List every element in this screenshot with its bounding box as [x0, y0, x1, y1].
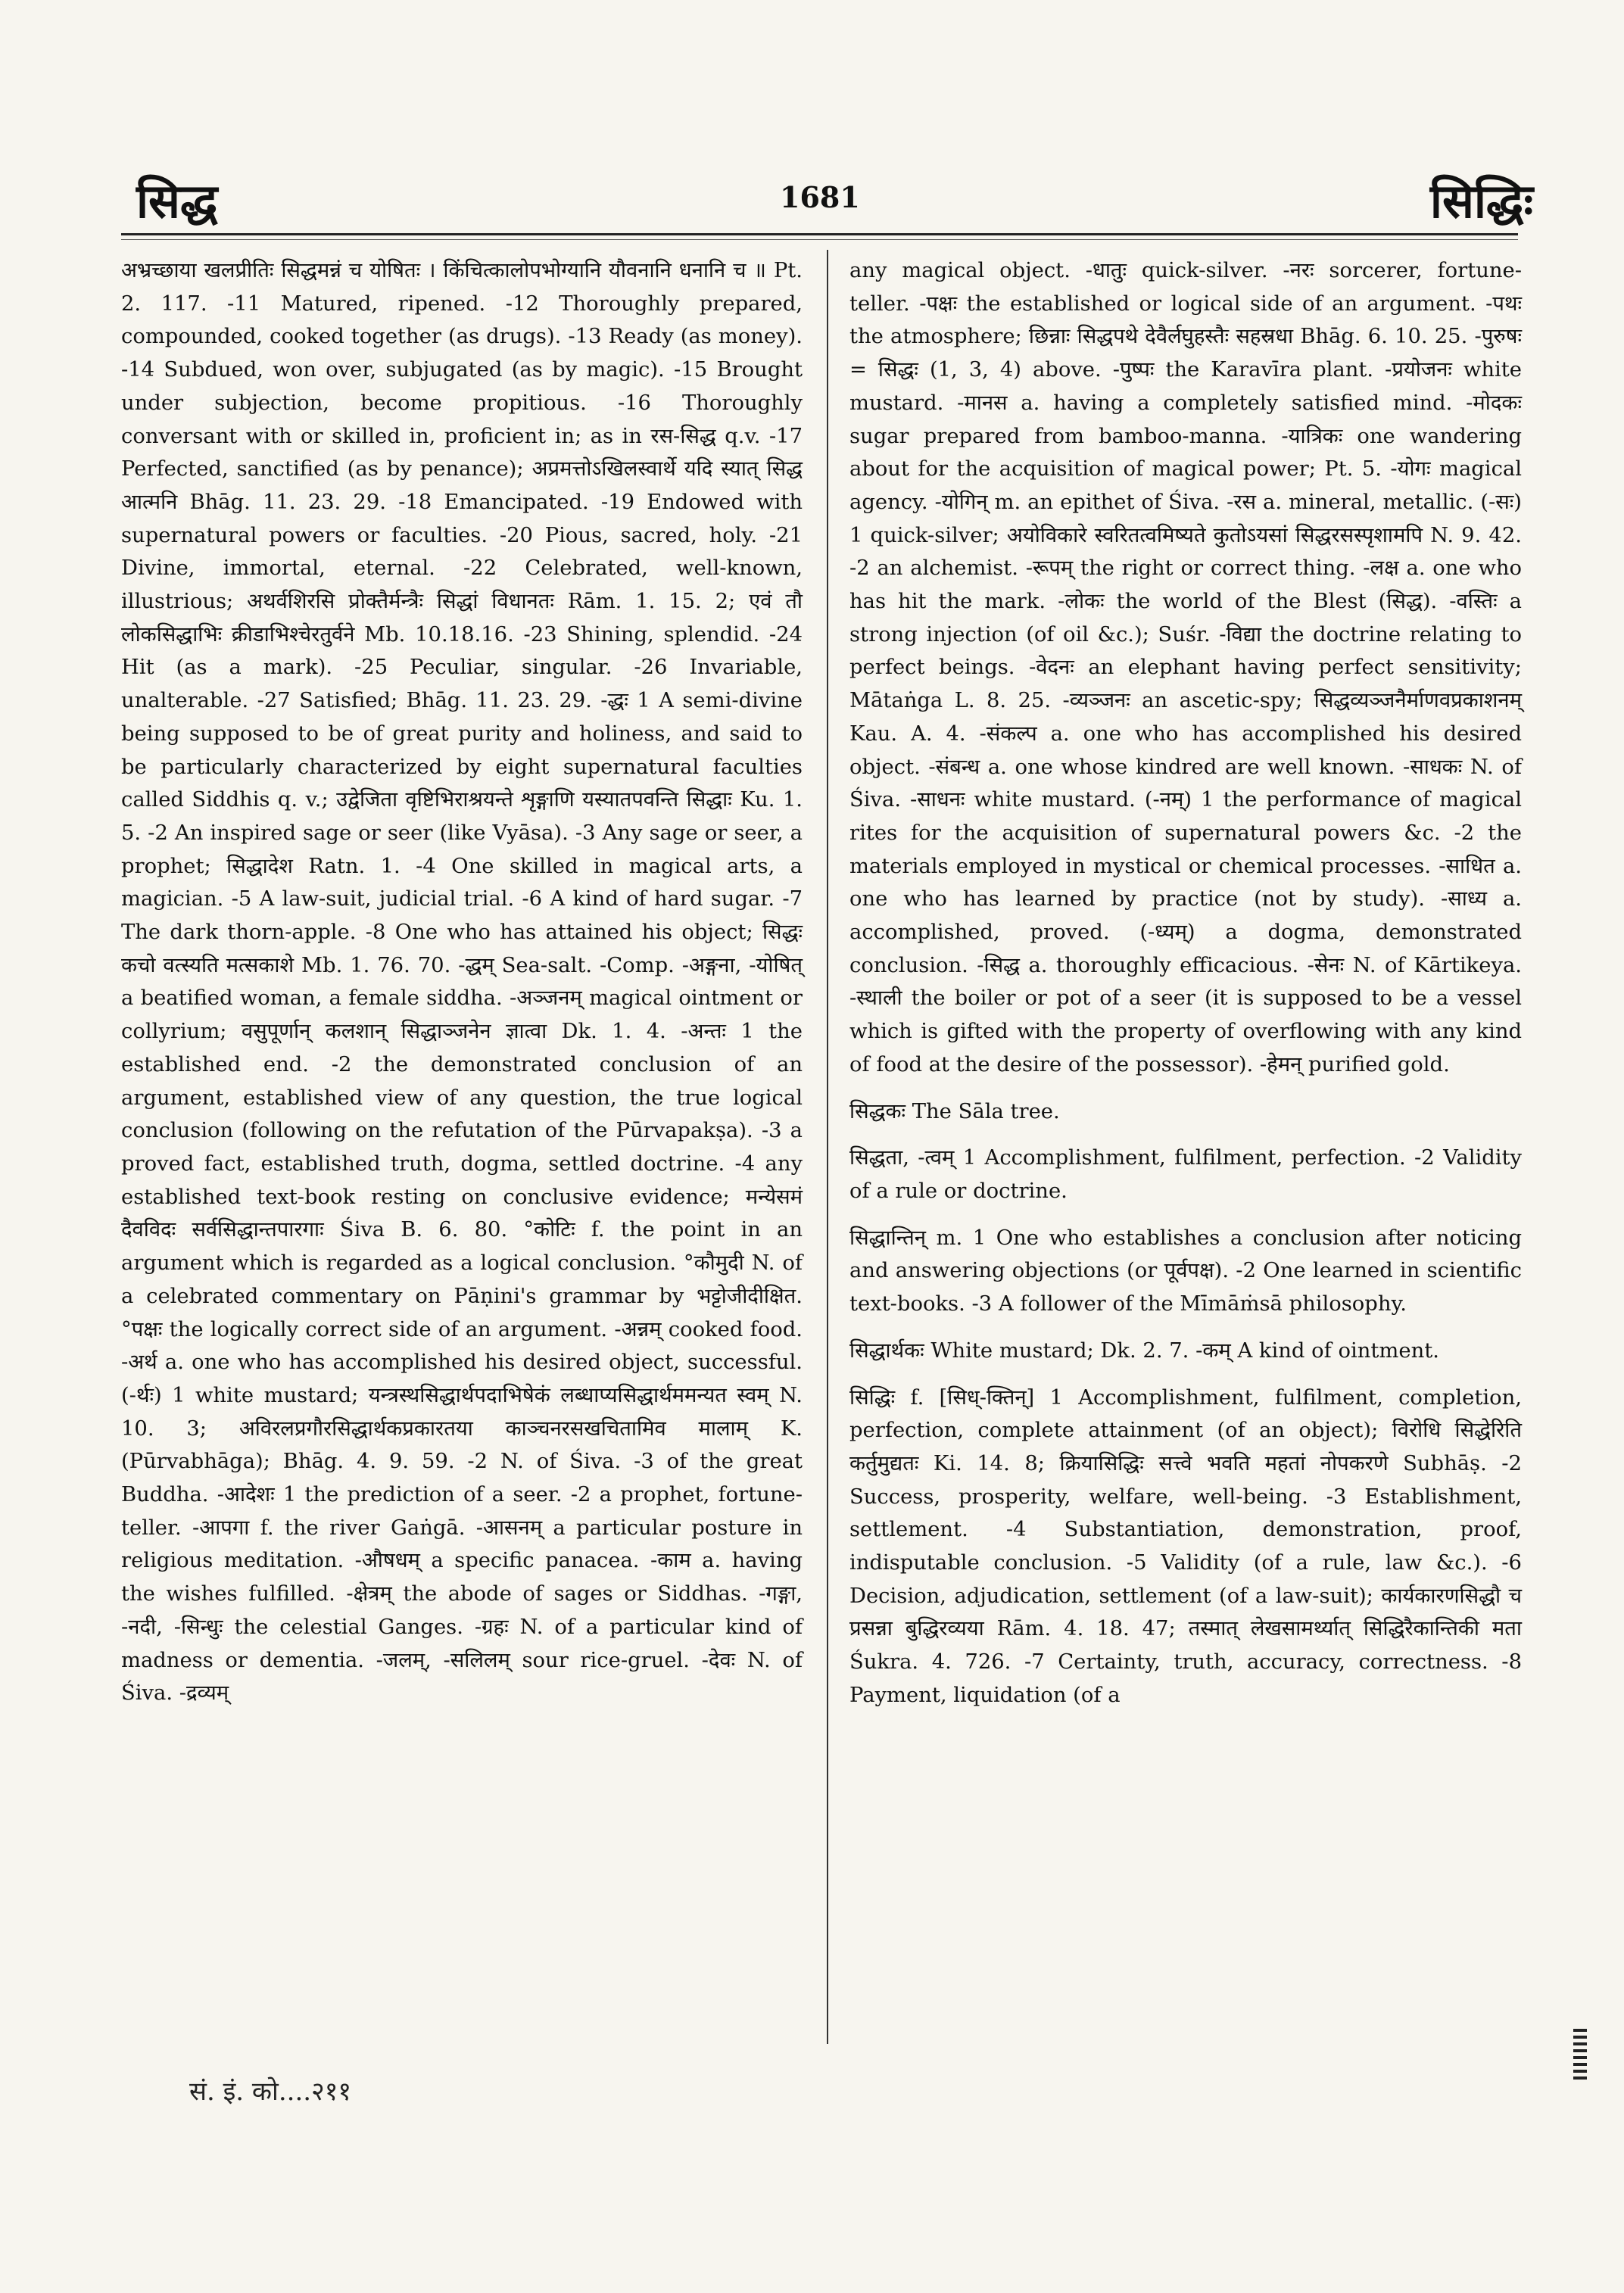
header-left-word: सिद्ध — [136, 173, 218, 229]
header-rule — [121, 233, 1518, 235]
header-rule-thin — [121, 239, 1518, 240]
entry-siddhih: सिद्धिः f. [सिध्-क्तिन्] 1 Accomplishment, fulfilment, completion, perfection, complete attainment (of an object); विरोधि सिद्धेरिति कर्तुमुद्यतः Ki. 14. 8; क्रियासिद्धिः सत्त्वे भवति महतां नोपकरणे Subhāṣ. -2 Success, prosperity, welfare, well-being. -3 Establishment, settlement. -4 Substantiation, demonstration, proof, indisputable conclusion. -5 Validity (of a rule, law &c.). -6 Decision, adjudication, settlement (of a law-suit); कार्यकारणसिद्धौ च प्रसन्ना बुद्धिरव्यया Rām. 4. 18. 47; तस्मात् लेखसामर्थ्यात् सिद्धिरैकान्तिकी मता Śukra. 4. 726. -7 Certainty, truth, accuracy, correctness. -8 Payment, liquidation (of a — [849, 1385, 1522, 1707]
entry-siddhakah: सिद्धकः The Sāla tree. — [849, 1099, 1060, 1123]
left-column-text: अभ्रच्छाया खलप्रीतिः सिद्धमन्नं च योषितः । किंचित्कालोपभोग्यानि यौवनानि धनानि च ॥ Pt. 2. 117. -11 Matured, ripened. -12 Thoroughly prepared, compounded, cooked together (as drugs). -13 Ready (as money). -14 Subdued, won over, subjugated (as by magic). -15 Brought under subjection, become propitious. -16 Thoroughly conversant with or skilled in, proficient in; as in रस-सिद्ध q.v. -17 Perfected, sanctified (as by penance); अप्रमत्तोऽखिलस्वार्थे यदि स्यात् सिद्ध आत्मनि Bhāg. 11. 23. 29. -18 Emancipated. -19 Endowed with supernatural powers or faculties. -20 Pious, sacred, holy. -21 Divine, immortal, eternal. -22 Celebrated, well-known, illustrious; अथर्वशिरसि प्रोक्तैर्मन्त्रैः सिद्धां विधानतः Rām. 1. 15. 2; एवं तौ लोकसिद्धाभिः क्रीडाभिश्चेरतुर्वने Mb. 10.18.16. -23 Shining, splendid. -24 Hit (as a mark). -25 Peculiar, singular. -26 Invariable, unalterable. -27 Satisfied; Bhāg. 11. 23. 29. -द्धः 1 A semi-divine being supposed to be of great purity and holiness, and said to be particularly characterized by eight supernatural faculties called Siddhis q. v.; उद्वेजिता वृष्टिभिराश्रयन्ते शृङ्गाणि यस्यातपवन्ति सिद्धाः Ku. 1. 5. -2 An inspired sage or seer (like Vyāsa). -3 Any sage or seer, a prophet; सिद्धादेश Ratn. 1. -4 One skilled in magical arts, a magician. -5 A law-suit, judicial trial. -6 A kind of hard sugar. -7 The dark thorn-apple. -8 One who has attained his object; सिद्धः कचो वत्स्यति मत्सकाशे Mb. 1. 76. 70. -द्धम् Sea-salt. -Comp. -अङ्गना, -योषित् a beatified woman, a female siddha. -अञ्जनम् magical ointment or collyrium; वसुपूर्णान् कलशान् सिद्धाञ्जनेन ज्ञात्वा Dk. 1. 4. -अन्तः 1 the established end. -2 the demonstrated conclusion of an argument, established view of any question, the true logical conclusion (following on the refutation of the Pūrvapakṣa). -3 a proved fact, established truth, dogma, settled doctrine. -4 any established text-book resting on conclusive evidence; मन्येसमं दैवविदः सर्वसिद्धान्तपारगाः Śiva B. 6. 80. °कोटिः f. the point in an argument which is regarded as a logical conclusion. °कौमुदी N. of a celebrated commentary on Pāṇini's grammar by भट्टोजीदीक्षित. °पक्षः the logically correct side of an argument. -अन्नम् cooked food. -अर्थ a. one who has accomplished his desired object, successful. (-र्थः) 1 white mustard; यन्त्रस्थसिद्धार्थपदाभिषेकं लब्धाप्यसिद्धार्थममन्यत स्वम् N. 10. 3; अविरलप्रगौरसिद्धार्थकप्रकारतया काञ्चनरसखचितामिव मालाम् K. (Pūrvabhāga); Bhāg. 4. 9. 59. -2 N. of Śiva. -3 of the great Buddha. -आदेशः 1 the prediction of a seer. -2 a prophet, fortune-teller. -आपगा f. the river Gaṅgā. -आसनम् a particular posture in religious meditation. -औषधम् a specific panacea. -काम a. having the wishes fulfilled. -क्षेत्रम् the abode of sages or Siddhas. -गङ्गा, -नदी, -सिन्धुः the celestial Ganges. -ग्रहः N. of a particular kind of madness or dementia. -जलम्, -सलिलम् sour rice-gruel. -देवः N. of Śiva. -द्रव्यम् — [121, 259, 803, 1706]
signature-mark: सं. इं. को....२११ — [189, 2076, 352, 2107]
entry-siddharthakah: सिद्धार्थकः White mustard; Dk. 2. 7. -कम् A kind of ointment. — [849, 1338, 1439, 1363]
entry-siddhata: सिद्धता, -त्वम् 1 Accomplishment, fulfilment, perfection. -2 Validity of a rule or doctrine. — [849, 1146, 1522, 1203]
right-column — [849, 254, 1522, 1712]
right-entry-continuation: any magical object. -धातुः quick-silver. -नरः sorcerer, fortune-teller. -पक्षः the established or logical side of an argument. -पथः the atmosphere; छिन्नाः सिद्धपथे देवैर्लघुहस्तैः सहस्रधा Bhāg. 6. 10. 25. -पुरुषः = सिद्धः (1, 3, 4) above. -पुष्पः the Karavīra plant. -प्रयोजनः white mustard. -मानस a. having a completely satisfied mind. -मोदकः sugar prepared from bamboo-manna. -यात्रिकः one wandering about for the acquisition of magical power; Pt. 5. -योगः magical agency. -योगिन् m. an epithet of Śiva. -रस a. mineral, metallic. (-सः) 1 quick-silver; अयोविकारे स्वरितत्वमिष्यते कुतोऽयसां सिद्धरसस्पृशामपि N. 9. 42. -2 an alchemist. -रूपम् the right or correct thing. -लक्ष a. one who has hit the mark. -लोकः the world of the Blest (सिद्ध). -वस्तिः a strong injection (of oil &c.); Suśr. -विद्या the doctrine relating to perfect beings. -वेदनः an elephant having perfect sensitivity; Mātaṅga L. 8. 25. -व्यञ्जनः an ascetic-spy; सिद्धव्यञ्जनैर्माणवप्रकाशनम् Kau. A. 4. -संकल्प a. one who has accomplished his desired object. -संबन्ध a. one whose kindred are well known. -साधकः N. of Śiva. -साधनः white mustard. (-नम्) 1 the performance of magical rites for the acquisition of supernatural powers &c. -2 the materials employed in mystical or chemical processes. -साधित a. one who has learned by practice (not by study). -साध्य a. accomplished, proved. (-ध्यम्) a dogma, demonstrated conclusion. -सिद्ध a. thoroughly efficacious. -सेनः N. of Kārtikeya. -स्थाली the boiler or pot of a seer (it is supposed to be a vessel which is gifted with the property of overflowing with any kind of food at the desire of the possessor). -हेमन् purified gold. — [849, 259, 1522, 1076]
page-number: 1681 — [780, 180, 860, 214]
left-column — [121, 254, 803, 1710]
column-divider — [827, 250, 828, 2044]
margin-thumb-mark — [1573, 2029, 1587, 2082]
entry-siddhantin: सिद्धान्तिन् m. 1 One who establishes a conclusion after noticing and answering objections (or पूर्वपक्ष). -2 One learned in scientific text-books. -3 A follower of the Mīmāṁsā philosophy. — [849, 1226, 1522, 1316]
header-right-word: सिद्धिः — [1429, 173, 1533, 229]
